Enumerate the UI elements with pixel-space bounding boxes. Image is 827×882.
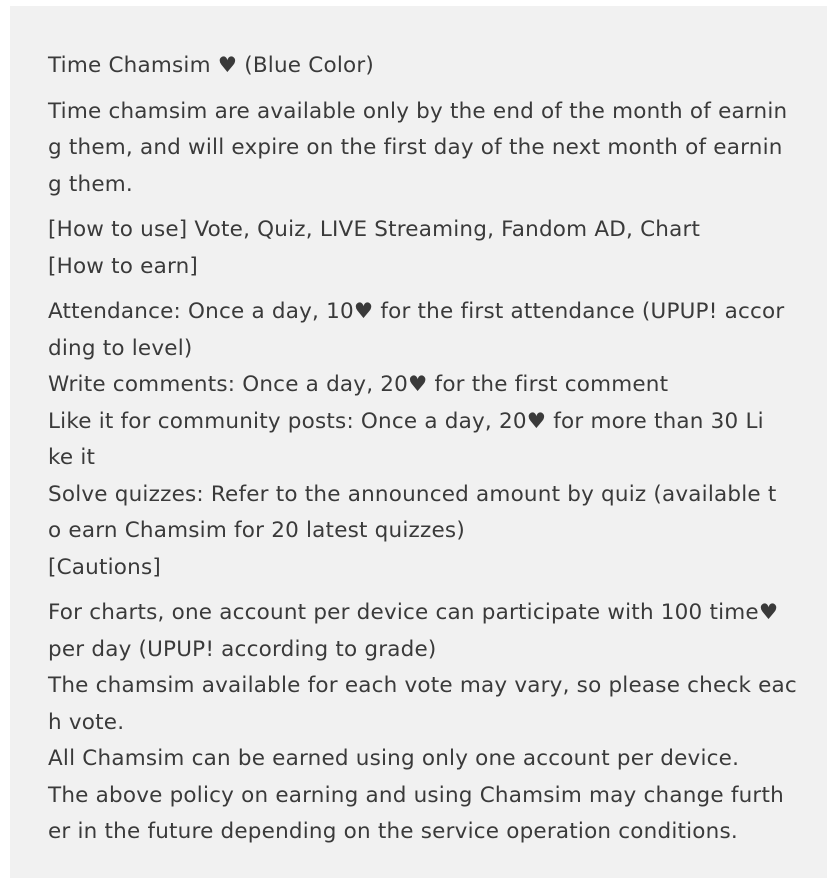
- cautions-heading: [Cautions]: [48, 554, 161, 580]
- earn-rule-line: ke it: [48, 445, 96, 470]
- how-to-earn-heading: [How to earn]: [48, 253, 199, 279]
- caution-line: The above policy on earning and using Chamsim may change furth: [48, 782, 784, 808]
- cautions-block: [48, 595, 797, 851]
- how-to-block: [48, 212, 788, 285]
- earn-rule-line: Solve quizzes: Refer to the announced amount by quiz (available t: [48, 481, 777, 507]
- description-line: g them.: [48, 171, 133, 197]
- earn-rules-block: [48, 294, 788, 586]
- caution-line: er in the future depending on the service operation conditions.: [48, 819, 738, 844]
- description-line: g them, and will expire on the first day of the next month of earnin: [48, 135, 783, 160]
- caution-line: All Chamsim can be earned using only one account per device.: [48, 746, 740, 771]
- spacer: [48, 586, 788, 595]
- earn-rule-line: Attendance: Once a day, 10♥ for the first attendance (UPUP! accor: [48, 299, 785, 324]
- earn-rule-line: o earn Chamsim for 20 latest quizzes): [48, 518, 465, 543]
- spacer: [48, 85, 788, 94]
- spacer: [48, 285, 788, 294]
- how-to-use-line: [How to use] Vote, Quiz, LIVE Streaming, Fandom AD, Chart: [48, 217, 701, 242]
- caution-line: The chamsim available for each vote may vary, so please check eac: [48, 673, 797, 698]
- spacer: [48, 203, 788, 212]
- policy-panel: [10, 6, 827, 878]
- caution-line: per day (UPUP! according to grade): [48, 636, 437, 662]
- earn-rule-line: Like it for community posts: Once a day, 20♥ for more than 30 Li: [48, 408, 764, 434]
- caution-line: h vote.: [48, 709, 125, 735]
- earn-rule-line: Write comments: Once a day, 20♥ for the first comment: [48, 372, 669, 397]
- description-line: Time chamsim are available only by the end of the month of earnin: [48, 98, 788, 124]
- caution-line: For charts, one account per device can participate with 100 time♥: [48, 600, 779, 625]
- policy-title: Time Chamsim ♥ (Blue Color): [48, 53, 374, 78]
- earn-rule-line: ding to level): [48, 335, 193, 361]
- policy-text: [48, 48, 797, 851]
- description-block: [48, 94, 788, 204]
